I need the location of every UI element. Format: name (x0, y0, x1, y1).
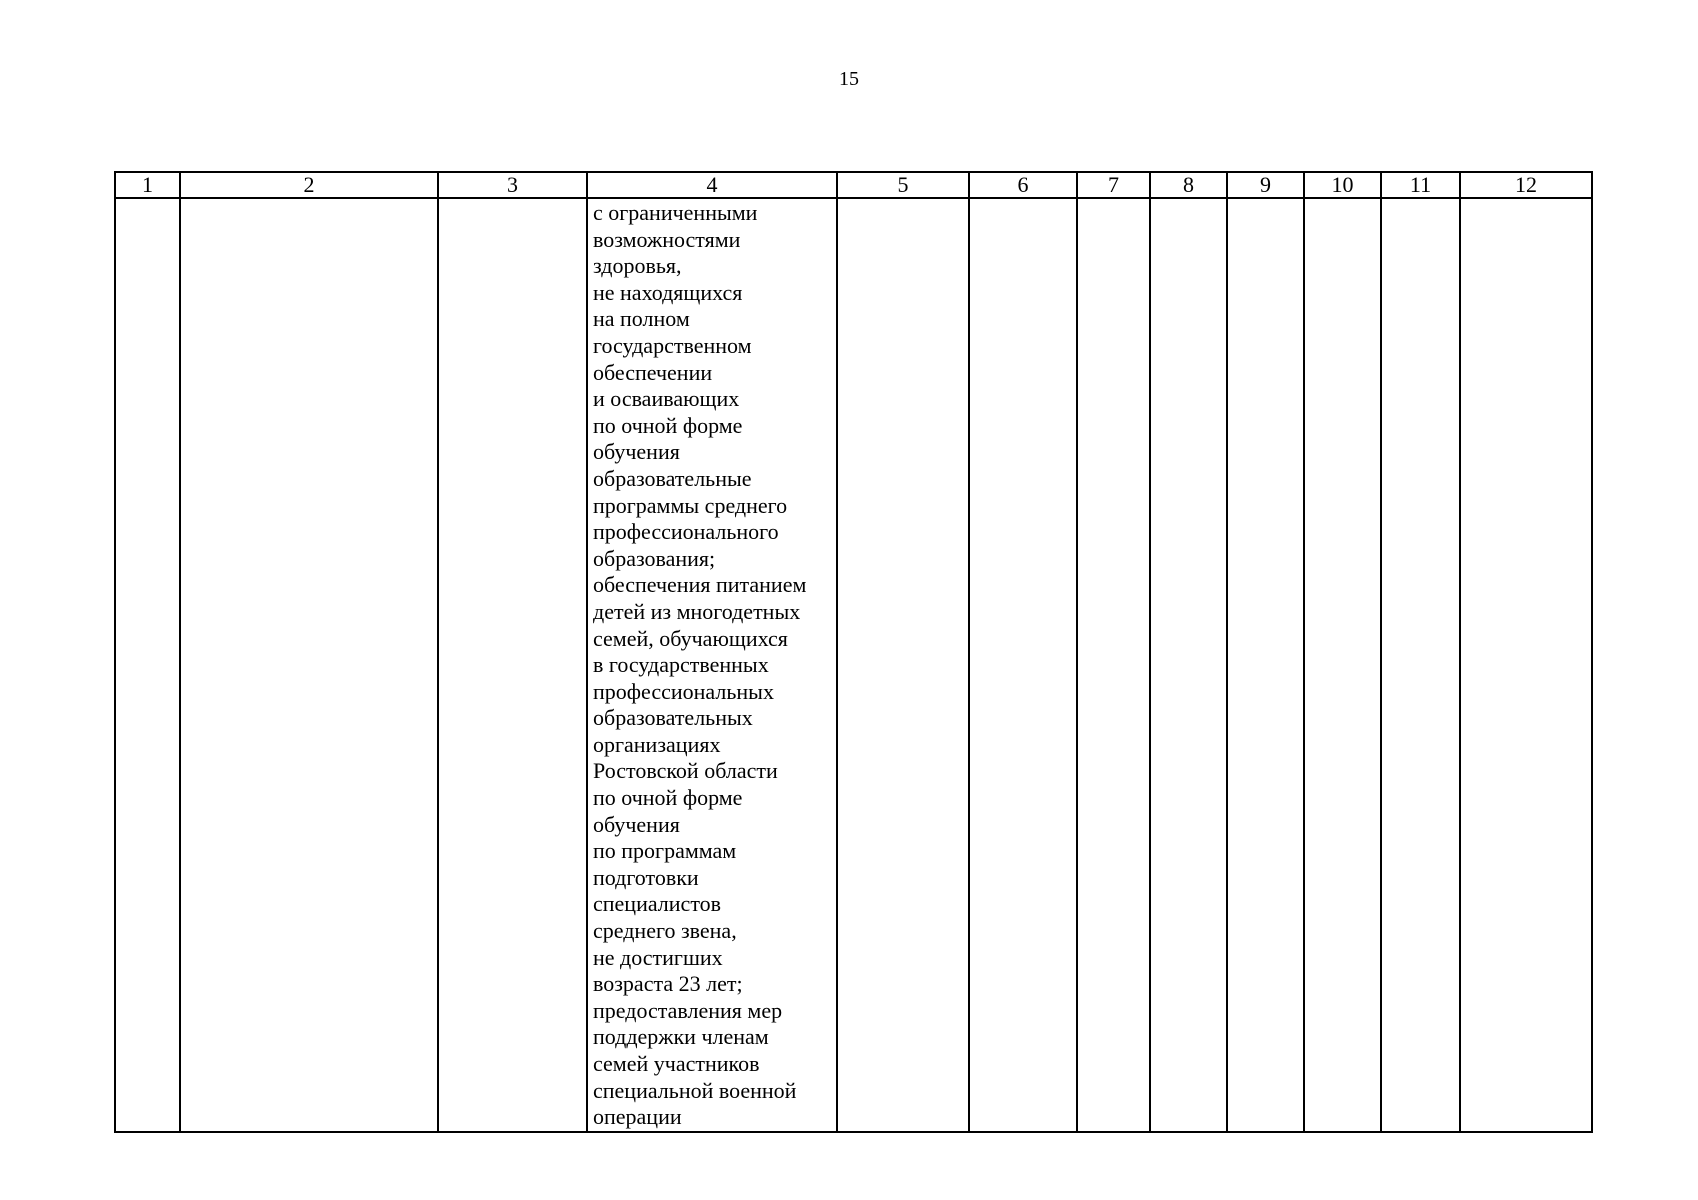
cell-col-5 (837, 198, 969, 1132)
column-header-11: 11 (1381, 172, 1460, 198)
column-header-1: 1 (115, 172, 180, 198)
cell-col-4-line: предоставления мер (593, 997, 783, 1023)
cell-col-4-line: семей участников (593, 1051, 760, 1076)
cell-col-4-line: образования; (593, 545, 716, 571)
page-number: 15 (839, 68, 859, 90)
cell-col-4-line: в государственных (593, 652, 769, 678)
cell-col-4-line: специальной военной (593, 1077, 797, 1103)
cell-col-11 (1381, 198, 1460, 1132)
cell-col-7 (1077, 198, 1150, 1132)
cell-col-2 (180, 198, 438, 1132)
column-header-7: 7 (1077, 172, 1150, 198)
cell-col-4-line: образовательные (593, 465, 752, 491)
cell-col-4-line: по программам (593, 838, 737, 864)
cell-col-4-line: обучения (593, 439, 680, 465)
cell-col-4-line: на полном (593, 306, 690, 332)
data-table (114, 171, 1593, 1133)
cell-col-4-line: поддержки членам (593, 1024, 769, 1050)
cell-col-4-line: профессионального (593, 519, 779, 545)
cell-col-4-line: детей из многодетных (593, 598, 801, 624)
cell-col-4-line: операции (593, 1104, 682, 1130)
column-header-4: 4 (587, 172, 837, 198)
cell-col-4-line: среднего звена, (593, 918, 737, 944)
cell-col-4-line: возможностями (593, 226, 741, 252)
cell-col-8 (1150, 198, 1227, 1132)
cell-col-4-line: программы среднего (593, 492, 788, 518)
column-header-6: 6 (969, 172, 1077, 198)
cell-col-4-line: подготовки (593, 864, 699, 890)
cell-col-4-line: не находящихся (593, 279, 743, 305)
cell-col-1 (115, 198, 180, 1132)
cell-col-4-line: с ограниченными (593, 200, 758, 225)
cell-col-4-line: по очной форме (593, 412, 743, 438)
cell-col-4-line: образовательных (593, 705, 753, 731)
cell-col-4-line: и осваивающих (593, 386, 740, 412)
column-header-8: 8 (1150, 172, 1227, 198)
cell-col-4-line: здоровья, (593, 253, 682, 279)
cell-col-6 (969, 198, 1077, 1132)
cell-col-10 (1304, 198, 1381, 1132)
table-row (115, 198, 1592, 1132)
cell-col-3 (438, 198, 587, 1132)
cell-col-4-line: возраста 23 лет; (593, 971, 743, 997)
cell-col-4-line: профессиональных (593, 678, 774, 704)
cell-col-4-line: обеспечения питанием (593, 572, 807, 598)
cell-col-9 (1227, 198, 1304, 1132)
column-header-10: 10 (1304, 172, 1381, 198)
cell-col-4-line: специалистов (593, 891, 722, 917)
column-header-9: 9 (1227, 172, 1304, 198)
cell-col-4-line: Ростовской области (593, 758, 778, 784)
column-header-5: 5 (837, 172, 969, 198)
cell-col-4-line: по очной форме (593, 785, 743, 811)
column-header-12: 12 (1460, 172, 1592, 198)
column-header-2: 2 (180, 172, 438, 198)
cell-col-4-text (588, 199, 836, 1131)
header-row (115, 172, 1592, 198)
cell-col-4-line: не достигших (593, 944, 723, 970)
cell-col-4-line: государственном (593, 332, 752, 358)
column-header-3: 3 (438, 172, 587, 198)
cell-col-4 (587, 198, 837, 1132)
cell-col-4-line: обеспечении (593, 359, 713, 385)
cell-col-4-line: семей, обучающихся (593, 625, 788, 651)
cell-col-12 (1460, 198, 1592, 1132)
cell-col-4-line: обучения (593, 811, 680, 837)
cell-col-4-line: организациях (593, 731, 721, 757)
